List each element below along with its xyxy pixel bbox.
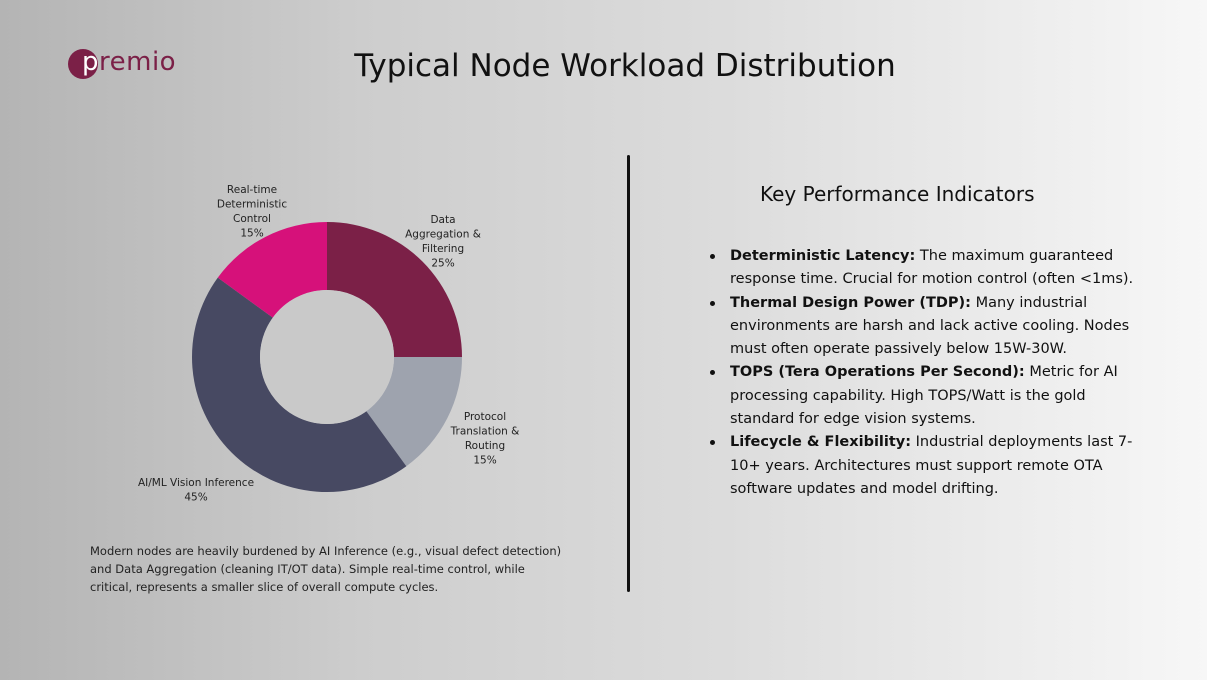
kpi-item <box>708 431 1148 501</box>
slice-label <box>217 184 287 240</box>
slice-label <box>138 477 254 504</box>
kpi-text: Metric for AI processing capability. High TOPS/Watt is the gold standard for edge vision systems. <box>730 364 1118 428</box>
donut-hole <box>260 290 394 424</box>
workload-donut-chart <box>0 0 640 520</box>
kpi-term: Deterministic Latency: <box>730 248 916 264</box>
slice-label-line: AI/ML Vision Inference <box>137 477 255 489</box>
chart-caption: Modern nodes are heavily burdened by AI Inference (e.g., visual defect detection) and Data Aggregation (cleaning IT/OT data). Simple real-time control, while critical, represents a smaller slice of overall compute cycles. <box>90 544 562 594</box>
kpi-term: Thermal Design Power (TDP): <box>730 294 971 311</box>
slice-label-line: Real-time <box>226 184 278 196</box>
kpi-title: Key Performance Indicators <box>760 182 1035 206</box>
kpi-text: Many industrial environments are harsh and lack active cooling. Nodes must often operate passively below 15W-30W. <box>730 294 1130 358</box>
section-divider <box>627 155 630 592</box>
kpi-item <box>708 245 1148 292</box>
kpi-item <box>708 361 1148 431</box>
kpi-text: The maximum guaranteed response time. Crucial for motion control (often <1ms). <box>730 248 1134 288</box>
slice-percent: 25% <box>431 257 455 270</box>
slice-label-line: Aggregation & <box>405 228 481 241</box>
slice-label-line: Protocol <box>463 411 507 423</box>
slice-percent: 15% <box>473 454 497 467</box>
slice-label-line: Routing <box>464 440 506 452</box>
kpi-text: Industrial deployments last 7-10+ years. Architectures must support remote OTA software updates and model drifting. <box>730 434 1133 497</box>
slice-label-line: Deterministic <box>216 198 288 211</box>
slice-label-line: Control <box>233 213 271 225</box>
page-title: Typical Node Workload Distribution <box>354 48 896 84</box>
slice-label-line: Data <box>430 214 456 226</box>
kpi-term: TOPS (Tera Operations Per Second): <box>730 364 1025 381</box>
slice-label-line: Filtering <box>421 243 465 255</box>
slice-percent: 45% <box>184 491 208 504</box>
logo-wordmark: premio <box>82 47 177 77</box>
slice-label <box>450 411 520 467</box>
kpi-item <box>708 292 1148 362</box>
kpi-list <box>708 245 1148 501</box>
slice-percent: 15% <box>240 227 264 240</box>
slice-label-line: Translation & <box>450 425 520 438</box>
kpi-term: Lifecycle & Flexibility: <box>730 434 912 451</box>
